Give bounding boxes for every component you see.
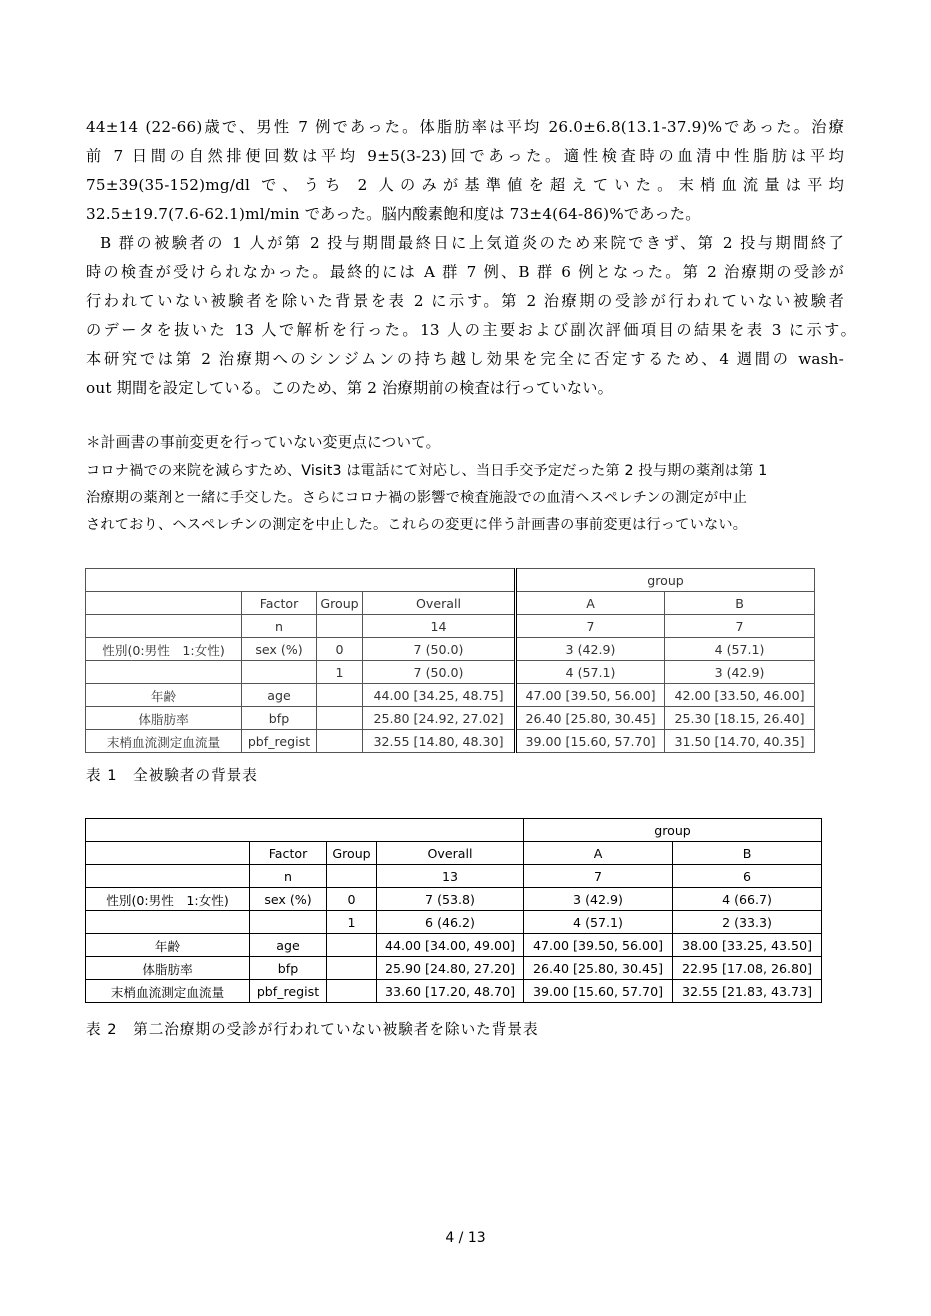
- group-header: group: [524, 819, 822, 842]
- group-a-header: A: [516, 592, 665, 615]
- overall-header: Overall: [363, 592, 516, 615]
- row-label: [86, 911, 250, 934]
- row-group: [327, 934, 377, 957]
- row-b: 4 (66.7): [673, 888, 822, 911]
- table-row: [86, 957, 822, 980]
- row-b: 25.30 [18.15, 26.40]: [665, 707, 815, 730]
- table-row: [86, 911, 822, 934]
- row-b: 6: [673, 865, 822, 888]
- table-header-row: [86, 592, 815, 615]
- table-cell: [86, 842, 250, 865]
- row-a: 39.00 [15.60, 57.70]: [516, 730, 665, 753]
- row-group: 0: [317, 638, 363, 661]
- row-factor: age: [250, 934, 327, 957]
- group-a-header: A: [524, 842, 673, 865]
- row-overall: 7 (53.8): [377, 888, 524, 911]
- factor-header: Factor: [250, 842, 327, 865]
- row-a: 39.00 [15.60, 57.70]: [524, 980, 673, 1003]
- group-col-header: Group: [327, 842, 377, 865]
- row-a: 3 (42.9): [524, 888, 673, 911]
- table-row: [86, 684, 815, 707]
- paragraph-line: 44±14 (22-66)歳で、男性 7 例であった。体脂肪率は平均 26.0±6.8(13.1-37.9)%であった。治療: [86, 118, 844, 136]
- table-blank-cell: [86, 569, 516, 592]
- row-b: 31.50 [14.70, 40.35]: [665, 730, 815, 753]
- row-label: 末梢血流測定血流量: [86, 980, 250, 1003]
- paragraph-line: 時の検査が受けられなかった。最終的には A 群 7 例、B 群 6 例となった。第 2 治療期の受診が: [86, 263, 844, 281]
- background-table-2: [85, 818, 822, 1003]
- row-a: 4 (57.1): [524, 911, 673, 934]
- background-table-1: [85, 568, 815, 753]
- factor-header: Factor: [242, 592, 317, 615]
- table-row: [86, 888, 822, 911]
- row-a: 4 (57.1): [516, 661, 665, 684]
- row-factor: bfp: [242, 707, 317, 730]
- row-b: 38.00 [33.25, 43.50]: [673, 934, 822, 957]
- table-row: [86, 730, 815, 753]
- row-label: 末梢血流測定血流量: [86, 730, 242, 753]
- note-heading: ＊計画書の事前変更を行っていない変更点について。: [86, 434, 441, 451]
- row-group: 1: [327, 911, 377, 934]
- row-overall: 44.00 [34.00, 49.00]: [377, 934, 524, 957]
- row-overall: 44.00 [34.25, 48.75]: [363, 684, 516, 707]
- row-overall: 25.90 [24.80, 27.20]: [377, 957, 524, 980]
- row-label: 体脂肪率: [86, 957, 250, 980]
- note-line: されており、ヘスペレチンの測定を中止した。これらの変更に伴う計画書の事前変更は行っていない。: [86, 517, 748, 533]
- row-label: [86, 661, 242, 684]
- row-factor: sex (%): [242, 638, 317, 661]
- table-group-row: [86, 569, 815, 592]
- row-b: 3 (42.9): [665, 661, 815, 684]
- row-a: 47.00 [39.50, 56.00]: [516, 684, 665, 707]
- row-b: 22.95 [17.08, 26.80]: [673, 957, 822, 980]
- table-row: [86, 707, 815, 730]
- row-a: 7: [516, 615, 665, 638]
- table-row: [86, 865, 822, 888]
- row-overall: 7 (50.0): [363, 638, 516, 661]
- page-number: 4 / 13: [445, 1230, 486, 1246]
- row-factor: [242, 661, 317, 684]
- table-1-caption: 表 1 全被験者の背景表: [86, 767, 258, 784]
- row-factor: n: [242, 615, 317, 638]
- row-group: [327, 957, 377, 980]
- table-2-caption: 表 2 第二治療期の受診が行われていない被験者を除いた背景表: [86, 1021, 539, 1038]
- row-b: 42.00 [33.50, 46.00]: [665, 684, 815, 707]
- row-factor: bfp: [250, 957, 327, 980]
- paragraph-line: 32.5±19.7(7.6-62.1)ml/min であった。脳内酸素飽和度は 73±4(64-86)%であった。: [86, 205, 701, 223]
- overall-header: Overall: [377, 842, 524, 865]
- row-factor: sex (%): [250, 888, 327, 911]
- table-row: [86, 934, 822, 957]
- row-b: 4 (57.1): [665, 638, 815, 661]
- table-row: [86, 980, 822, 1003]
- group-b-header: B: [673, 842, 822, 865]
- table-row: [86, 638, 815, 661]
- paragraph-line: 行われていない被験者を除いた背景を表 2 に示す。第 2 治療期の受診が行われていない被験者: [86, 292, 844, 310]
- paragraph-line: 前 7 日間の自然排便回数は平均 9±5(3-23)回であった。適性検査時の血清中性脂肪は平均: [86, 147, 844, 165]
- group-header: group: [516, 569, 815, 592]
- row-label: [86, 615, 242, 638]
- row-b: 2 (33.3): [673, 911, 822, 934]
- row-group: [317, 730, 363, 753]
- row-group: [327, 865, 377, 888]
- row-label: 年齢: [86, 684, 242, 707]
- row-b: 7: [665, 615, 815, 638]
- group-b-header: B: [665, 592, 815, 615]
- row-group: 1: [317, 661, 363, 684]
- row-a: 7: [524, 865, 673, 888]
- table-blank-cell: [86, 819, 524, 842]
- paragraph-line: のデータを抜いた 13 人で解析を行った。13 人の主要および副次評価項目の結果を表 3 に示す。: [86, 321, 856, 339]
- row-group: 0: [327, 888, 377, 911]
- row-label: [86, 865, 250, 888]
- paragraph-line: out 期間を設定している。このため、第 2 治療期前の検査は行っていない。: [86, 379, 613, 397]
- row-overall: 6 (46.2): [377, 911, 524, 934]
- table-row: [86, 661, 815, 684]
- row-factor: pbf_regist: [242, 730, 317, 753]
- row-group: [317, 707, 363, 730]
- row-factor: age: [242, 684, 317, 707]
- row-group: [317, 615, 363, 638]
- note-line: コロナ禍での来院を減らすため、Visit3 は電話にて対応し、当日手交予定だった第 2 投与期の薬剤は第 1: [86, 463, 768, 479]
- row-group: [317, 684, 363, 707]
- row-group: [327, 980, 377, 1003]
- row-label: 性別(0:男性 1:女性): [86, 888, 250, 911]
- row-overall: 13: [377, 865, 524, 888]
- row-b: 32.55 [21.83, 43.73]: [673, 980, 822, 1003]
- table-cell: [86, 592, 242, 615]
- row-a: 26.40 [25.80, 30.45]: [524, 957, 673, 980]
- row-overall: 7 (50.0): [363, 661, 516, 684]
- table-row: [86, 615, 815, 638]
- row-factor: [250, 911, 327, 934]
- group-col-header: Group: [317, 592, 363, 615]
- row-a: 3 (42.9): [516, 638, 665, 661]
- table-group-row: [86, 819, 822, 842]
- row-label: 年齢: [86, 934, 250, 957]
- row-overall: 33.60 [17.20, 48.70]: [377, 980, 524, 1003]
- row-overall: 14: [363, 615, 516, 638]
- row-overall: 25.80 [24.92, 27.02]: [363, 707, 516, 730]
- row-label: 体脂肪率: [86, 707, 242, 730]
- table-header-row: [86, 842, 822, 865]
- row-overall: 32.55 [14.80, 48.30]: [363, 730, 516, 753]
- row-factor: pbf_regist: [250, 980, 327, 1003]
- row-label: 性別(0:男性 1:女性): [86, 638, 242, 661]
- paragraph-line: 75±39(35-152)mg/dl で、うち 2 人のみが基準値を超えていた。末梢血流量は平均: [86, 176, 844, 194]
- paragraph-line: B 群の被験者の 1 人が第 2 投与期間最終日に上気道炎のため来院できず、第 2 投与期間終了: [100, 234, 844, 252]
- paragraph-line: 本研究では第 2 治療期へのシンジムンの持ち越し効果を完全に否定するため、4 週間の wash-: [86, 350, 844, 368]
- note-line: 治療期の薬剤と一緒に手交した。さらにコロナ禍の影響で検査施設での血清ヘスペレチンの測定が中止: [86, 490, 748, 506]
- row-a: 26.40 [25.80, 30.45]: [516, 707, 665, 730]
- row-a: 47.00 [39.50, 56.00]: [524, 934, 673, 957]
- row-factor: n: [250, 865, 327, 888]
